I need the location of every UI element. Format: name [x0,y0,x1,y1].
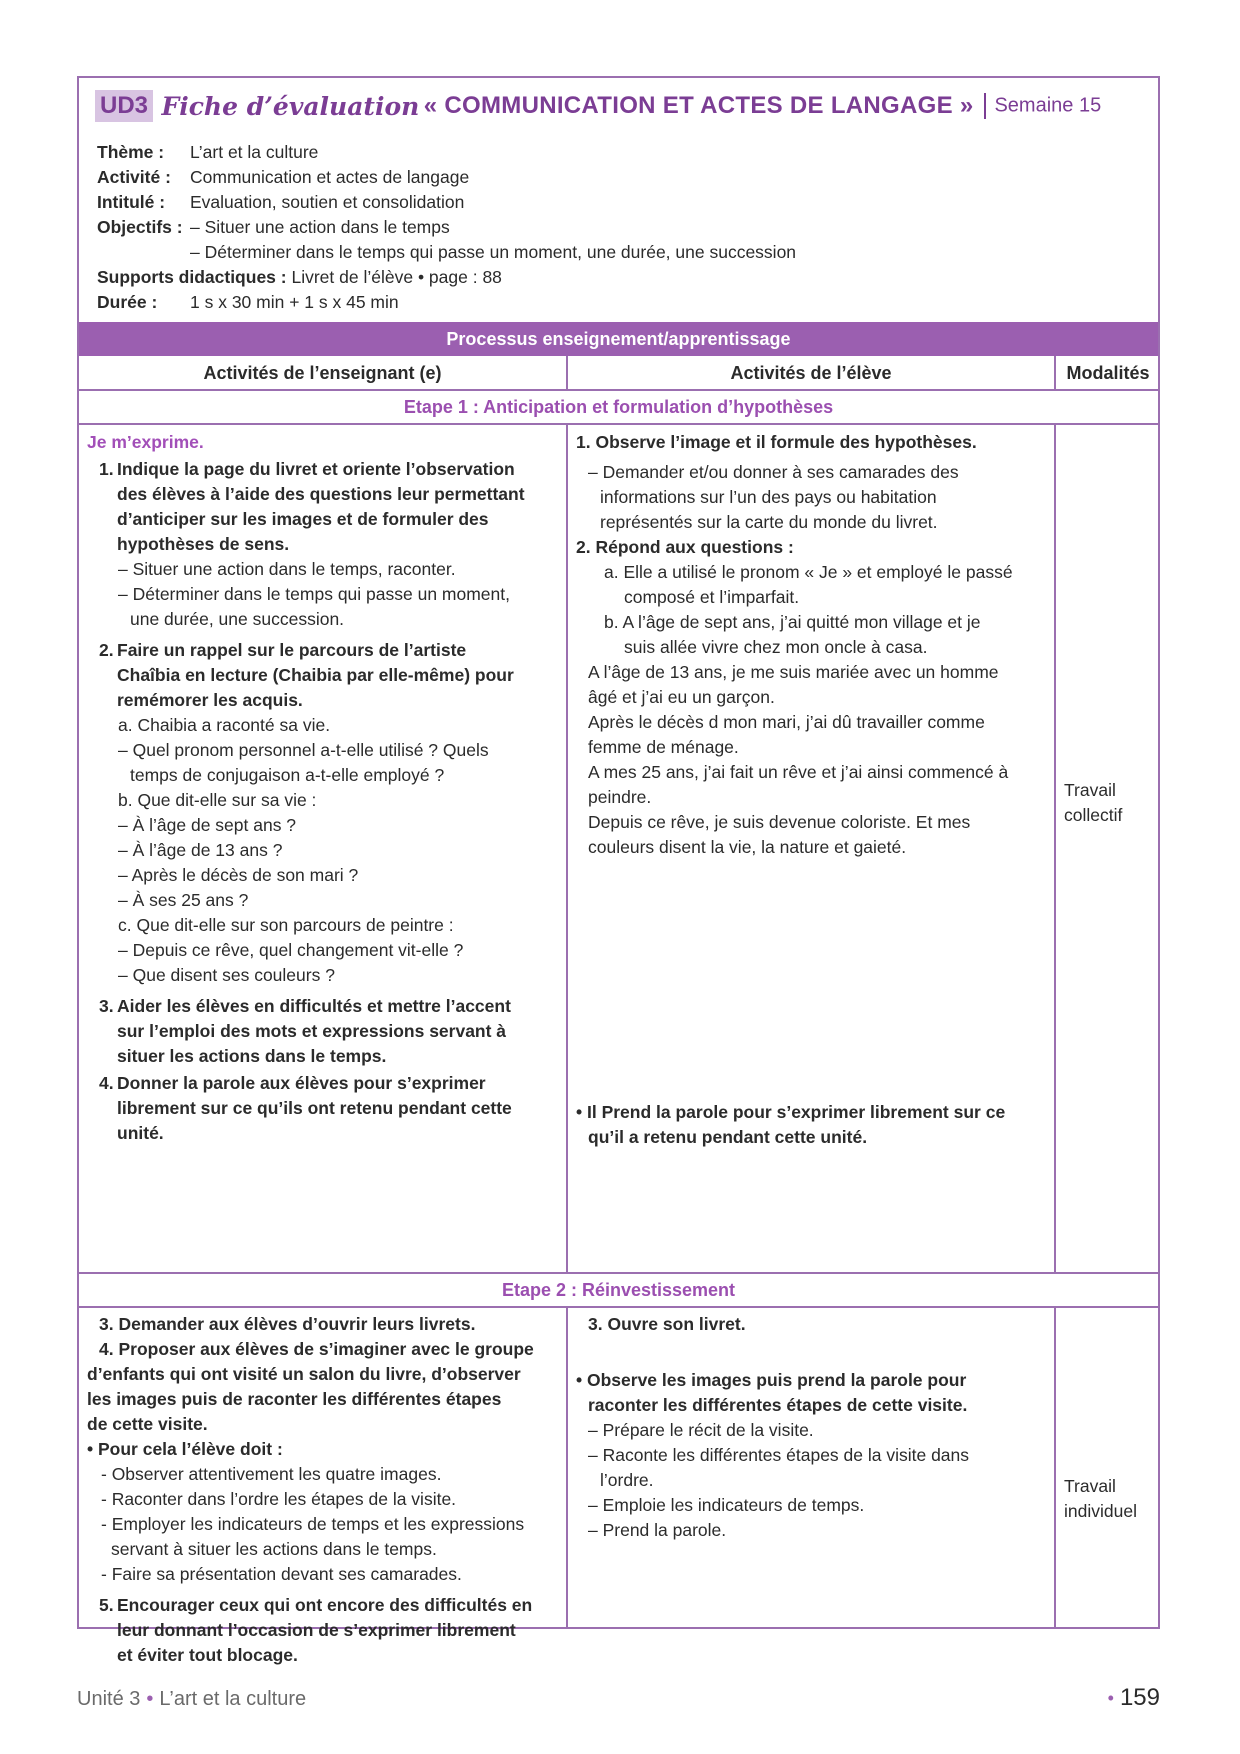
teacher-text: Chaîbia en lecture (Chaibia par elle-même) pour [117,665,514,685]
page-number [1108,1684,1160,1712]
step-2-teacher-cell [87,1312,561,1668]
divider [79,423,1158,425]
teacher-text: b. Que dit-elle sur sa vie : [118,790,317,810]
teacher-text: – Déterminer dans le temps qui passe un moment, [118,584,510,604]
student-text: peindre. [588,787,652,807]
teacher-text: leur donnant l’occasion de s’exprimer librement [117,1620,516,1640]
column-divider [1054,356,1056,391]
fiche-title: « COMMUNICATION ET ACTES DE LANGAGE » [423,92,974,119]
student-text: A mes 25 ans, j’ai fait un rêve et j’ai ainsi commencé à [588,762,1009,782]
teacher-text: Donner la parole aux élèves pour s’exprimer [117,1073,486,1093]
teacher-text: – Situer une action dans le temps, raconter. [118,559,456,579]
item-number: 2. [99,640,114,660]
step-2-modalite [1064,1474,1137,1524]
teacher-text: 4. Proposer aux élèves de s’imaginer avec le groupe [99,1339,534,1359]
teacher-text: d’anticiper sur les images et de formuler des [117,509,489,529]
modalite-text: Travail [1064,780,1116,800]
step-2-student-cell [576,1312,1050,1543]
student-text: femme de ménage. [588,737,739,757]
duree-value: 1 s x 30 min + 1 s x 45 min [190,292,399,312]
item-number: 4. [99,1073,114,1093]
student-text: – Prépare le récit de la visite. [588,1420,814,1440]
step-2-header: Etape 2 : Réinvestissement [501,1280,736,1300]
student-text: suis allée vivre chez mon oncle à casa. [624,637,928,657]
teacher-text: a. Chaibia a raconté sa vie. [118,715,331,735]
footer-dot: • [1107,1688,1114,1709]
meta-block [97,140,1137,315]
supports-value: Livret de l’élève • page : 88 [291,267,502,287]
student-text: a. Elle a utilisé le pronom « Je » et employé le passé [604,562,1013,582]
teacher-text: - Faire sa présentation devant ses camarades. [101,1564,462,1584]
page-number-value: 159 [1119,1684,1160,1711]
teacher-text: Indique la page du livret et oriente l’observation [117,459,515,479]
step-1-student-cell [576,430,1050,860]
teacher-text: de cette visite. [87,1414,208,1434]
duree-label: Durée : [97,292,158,312]
teacher-text: - Observer attentivement les quatre images. [101,1464,442,1484]
footer-dot: • [146,1688,154,1710]
process-band: Processus enseignement/apprentissage [79,322,1158,356]
student-text: composé et l’imparfait. [624,587,800,607]
teacher-text: - Raconter dans l’ordre les étapes de la visite. [101,1489,457,1509]
evaluation-sheet [77,76,1160,1665]
intitule-label: Intitulé : [97,192,166,212]
modalite-text: Travail [1064,1476,1116,1496]
step-1-teacher-cell [87,430,561,1146]
student-text: couleurs disent la vie, la nature et gaieté. [588,837,907,857]
title-separator [984,93,986,119]
objectif-2: – Déterminer dans le temps qui passe un moment, une durée, une succession [190,242,797,262]
teacher-text: une durée, une succession. [130,609,345,629]
activite-value: Communication et actes de langage [190,167,470,187]
col-header-modalites: Modalités [1056,356,1160,391]
teacher-text: des élèves à l’aide des questions leur permettant [117,484,525,504]
student-text: informations sur l’un des pays ou habitation [600,487,937,507]
objectifs-label: Objectifs : [97,217,183,237]
supports-label: Supports didactiques : [97,267,287,287]
teacher-text: Aider les élèves en difficultés et mettre l’accent [117,996,511,1016]
item-number: 3. [99,996,114,1016]
student-text: 1. Observe l’image et il formule des hypothèses. [576,432,977,452]
teacher-text: – Que disent ses couleurs ? [118,965,335,985]
teacher-text: d’enfants qui ont visité un salon du livre, d’observer [87,1364,521,1384]
student-text: • Il Prend la parole pour s’exprimer librement sur ce [576,1102,1006,1122]
footer-topic: L’art et la culture [159,1688,307,1710]
divider [79,1306,1158,1308]
teacher-text: - Employer les indicateurs de temps et les expressions [101,1514,525,1534]
student-text: 3. Ouvre son livret. [588,1314,746,1334]
teacher-text: situer les actions dans le temps. [117,1046,387,1066]
column-divider [566,425,568,1274]
student-text: Après le décès d mon mari, j’ai dû travailler comme [588,712,985,732]
teacher-text: les images puis de raconter les différentes étapes [87,1389,502,1409]
student-text: b. A l’âge de sept ans, j’ai quitté mon village et je [604,612,981,632]
teacher-text: sur l’emploi des mots et expressions servant à [117,1021,507,1041]
teacher-text: Encourager ceux qui ont encore des difficultés en [117,1595,533,1615]
fiche-label: Fiche d’évaluation [161,91,420,121]
teacher-text: servant à situer les actions dans le temps. [111,1539,437,1559]
student-text: représentés sur la carte du monde du livret. [600,512,938,532]
column-divider [1054,1308,1056,1629]
teacher-text: hypothèses de sens. [117,534,290,554]
teacher-text: • Pour cela l’élève doit : [87,1439,283,1459]
column-divider [566,356,568,391]
modalite-text: individuel [1064,1501,1137,1521]
teacher-text: 3. Demander aux élèves d’ouvrir leurs livrets. [99,1314,476,1334]
student-text: • Observe les images puis prend la parole pour [576,1370,967,1390]
unit-badge: UD3 [95,90,153,122]
teacher-text: – À l’âge de 13 ans ? [118,840,283,860]
student-text: qu’il a retenu pendant cette unité. [588,1127,868,1147]
col-header-enseignant: Activités de l’enseignant (e) [79,356,566,391]
step-1-modalite [1064,778,1122,828]
item-number: 1. [99,459,114,479]
student-text: âgé et j’ai eu un garçon. [588,687,775,707]
teacher-text: – Après le décès de son mari ? [118,865,359,885]
teacher-text: Faire un rappel sur le parcours de l’artiste [117,640,467,660]
student-text: l’ordre. [600,1470,654,1490]
step-1-student-bullet [576,1100,1050,1150]
objectif-1: – Situer une action dans le temps [190,217,450,237]
teacher-text: librement sur ce qu’ils ont retenu pendant cette [117,1098,512,1118]
footer-unit-label: Unité 3 [77,1688,141,1710]
theme-value: L’art et la culture [190,142,319,162]
student-text: – Prend la parole. [588,1520,727,1540]
student-text: – Emploie les indicateurs de temps. [588,1495,865,1515]
week-label: Semaine 15 [994,94,1102,117]
col-header-eleve: Activités de l’élève [568,356,1054,391]
activite-label: Activité : [97,167,171,187]
student-text: raconter les différentes étapes de cette visite. [588,1395,968,1415]
teacher-text: – Quel pronom personnel a-t-elle utilisé ? Quels [118,740,489,760]
teacher-text: temps de conjugaison a-t-elle employé ? [130,765,445,785]
student-text: A l’âge de 13 ans, je me suis mariée avec un homme [588,662,999,682]
teacher-text: – À l’âge de sept ans ? [118,815,297,835]
column-divider [1054,425,1056,1274]
student-text: 2. Répond aux questions : [576,537,794,557]
step-1-header: Etape 1 : Anticipation et formulation d’hypothèses [403,397,834,417]
footer-unit [77,1688,306,1711]
item-number: 5. [99,1595,114,1615]
student-text: – Raconte les différentes étapes de la visite dans [588,1445,970,1465]
teacher-text: c. Que dit-elle sur son parcours de peintre : [118,915,454,935]
sheet-header [79,78,1158,322]
teacher-text: remémorer les acquis. [117,690,303,710]
student-text: Depuis ce rêve, je suis devenue coloriste. Et mes [588,812,971,832]
teacher-text: – Depuis ce rêve, quel changement vit-elle ? [118,940,464,960]
intitule-value: Evaluation, soutien et consolidation [190,192,465,212]
intro-heading: Je m’exprime. [87,432,204,452]
theme-label: Thème : [97,142,165,162]
modalite-text: collectif [1064,805,1123,825]
page-title [95,90,1145,128]
teacher-text: – À ses 25 ans ? [118,890,249,910]
teacher-text: unité. [117,1123,164,1143]
column-divider [566,1308,568,1629]
student-text: – Demander et/ou donner à ses camarades des [588,462,959,482]
teacher-text: et éviter tout blocage. [117,1645,298,1665]
